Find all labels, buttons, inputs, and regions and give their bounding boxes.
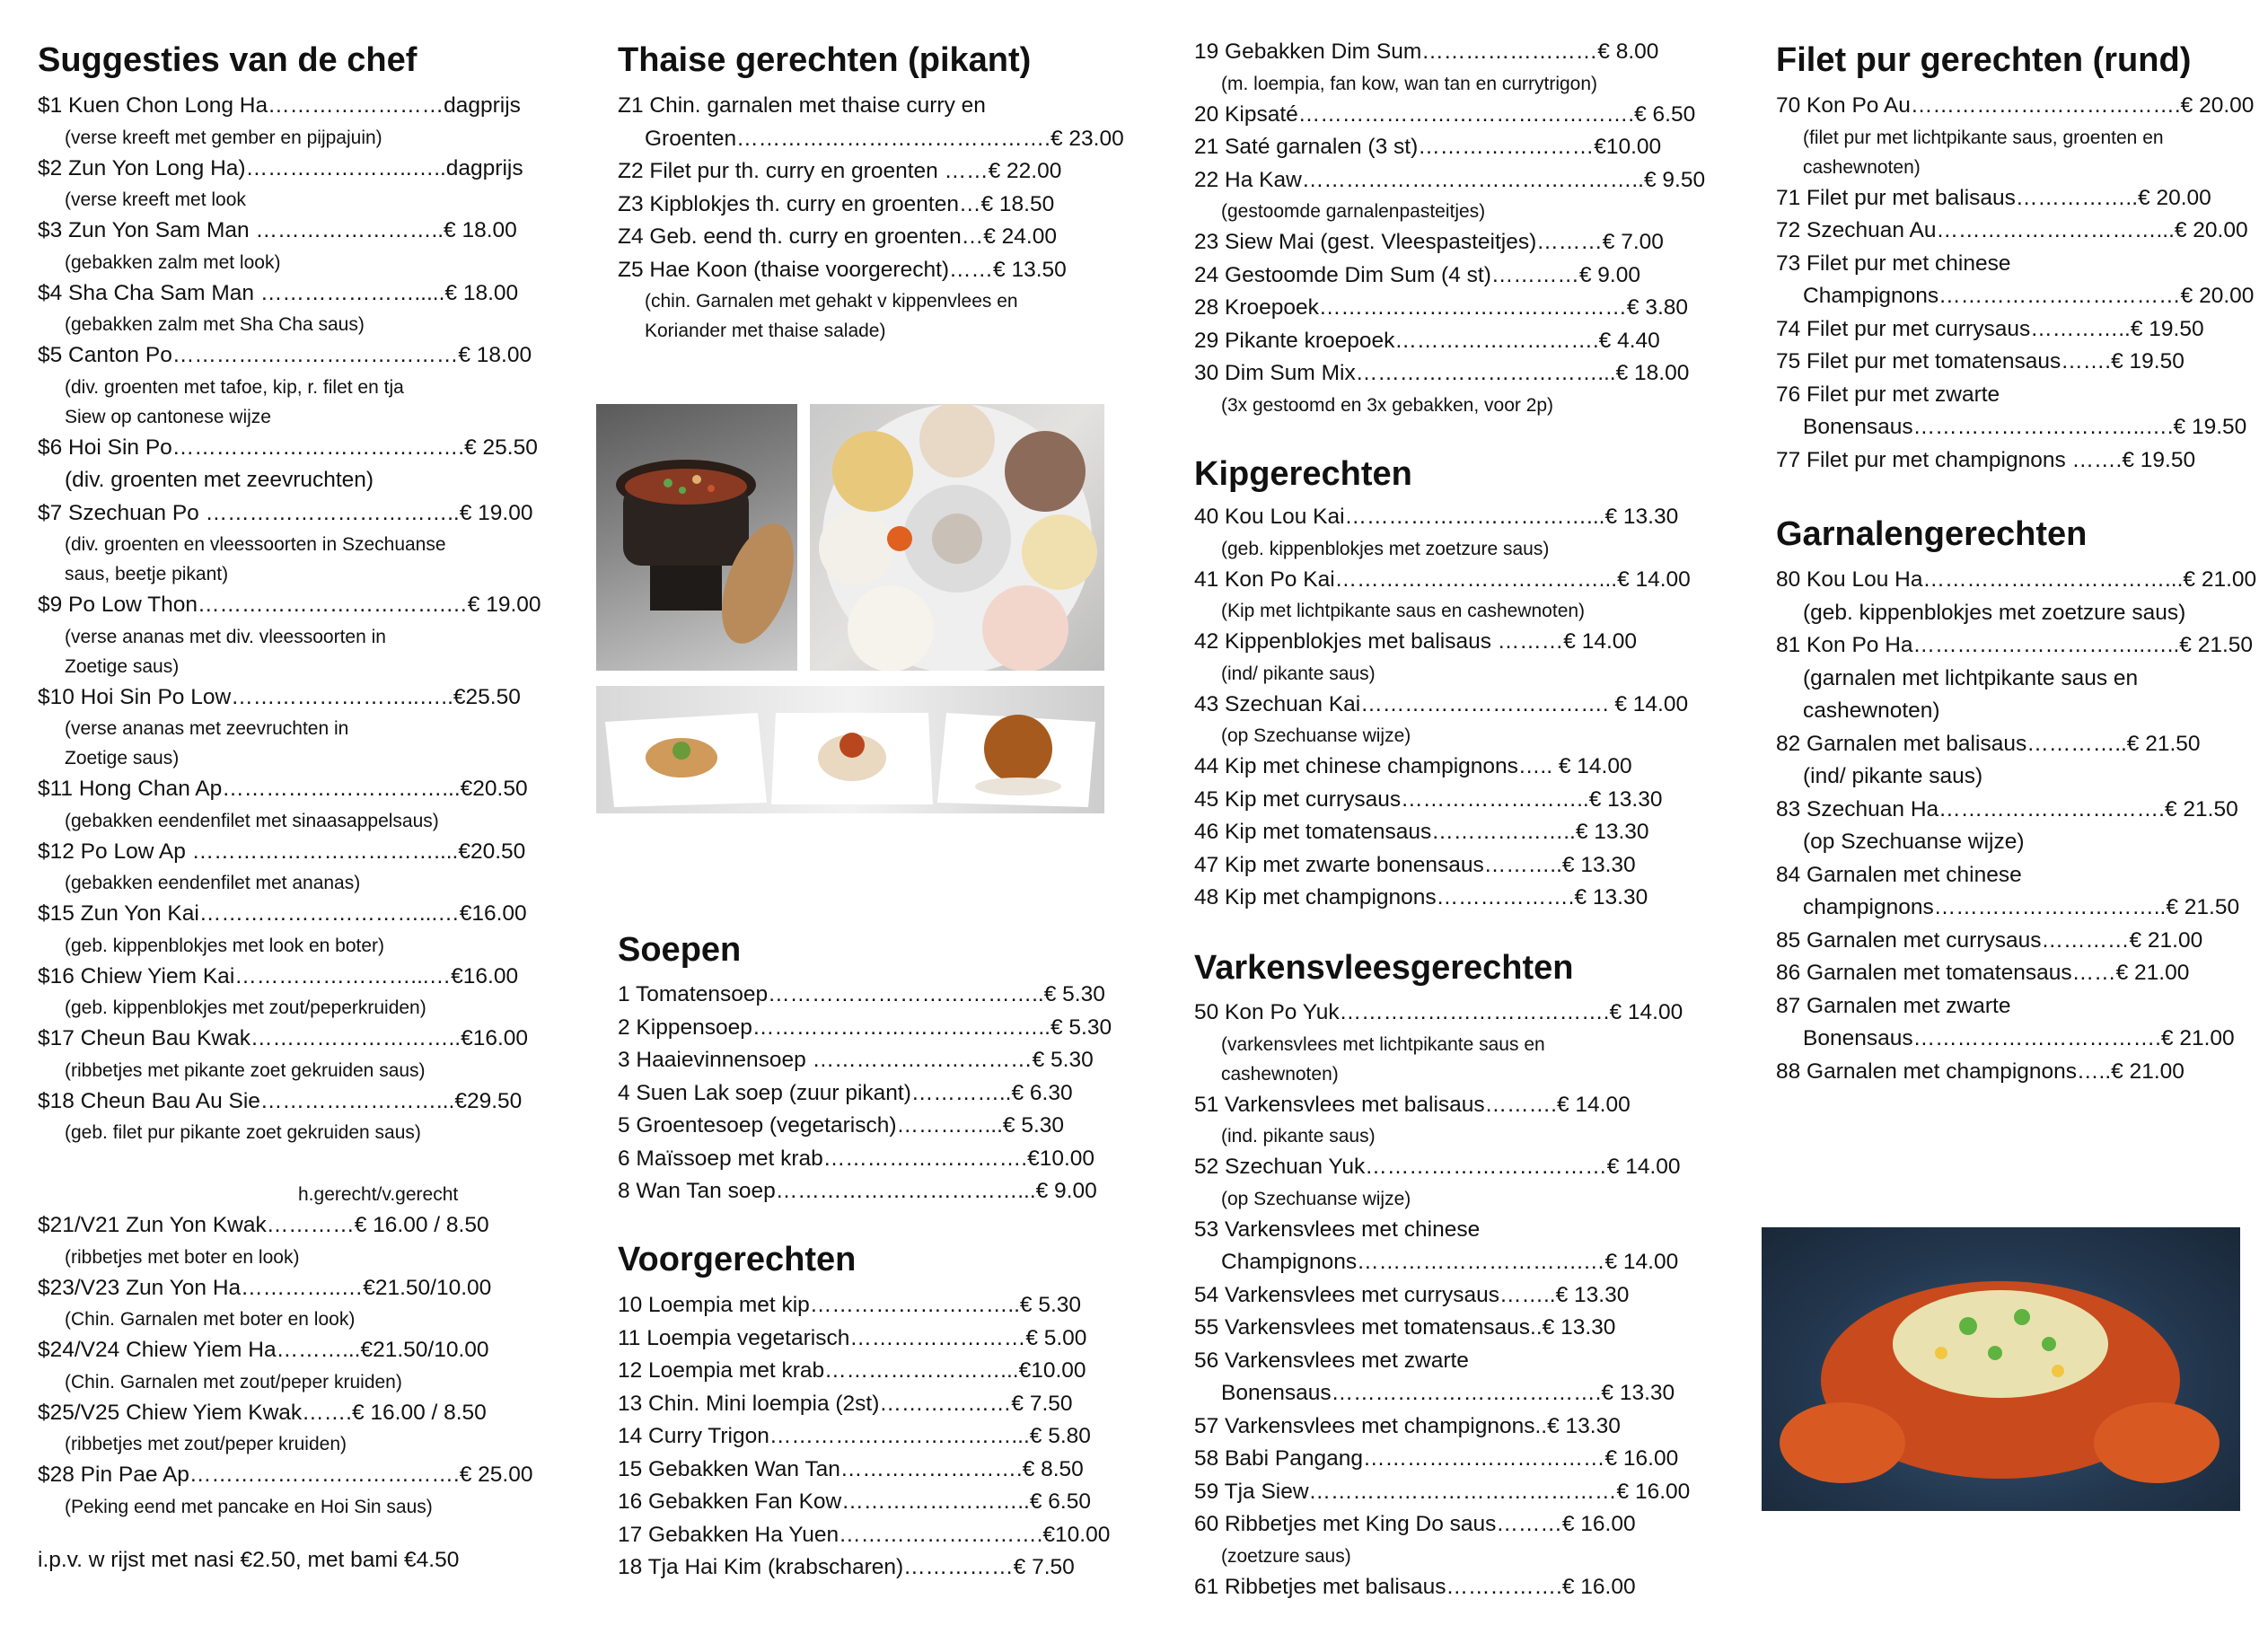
menu-item: 1 Tomatensoep………………………………..€ 5.30 [618,982,1105,1006]
menu-item: Groenten…………………………………….€ 23.00 [645,126,1124,151]
menu-item: $18 Cheun Bau Au Sie……………………...€29.50 [38,1088,523,1113]
section-title-pork: Varkensvleesgerechten [1194,949,1574,987]
menu-item: 28 Kroepoek……………………………………€ 3.80 [1194,295,1689,320]
menu-item-note: (op Szechuanse wijze) [1221,1188,1411,1209]
menu-item-note: (varkensvlees met lichtpikante saus en [1221,1033,1545,1055]
menu-item: 13 Chin. Mini loempia (2st)………………€ 7.50 [618,1391,1073,1416]
menu-item: $1 Kuen Chon Long Ha……………………dagprijs [38,93,521,118]
menu-item: 55 Varkensvlees met tomatensaus..€ 13.30 [1194,1315,1616,1340]
menu-item-note: (Chin. Garnalen met zout/peper kruiden) [65,1371,402,1392]
menu-item-note: (ribbetjes met pikante zoet gekruiden saus) [65,1059,426,1081]
menu-item: 73 Filet pur met chinese [1776,250,2011,276]
menu-item: 48 Kip met champignons……………….€ 13.30 [1194,885,1648,909]
menu-item: champignons…………………………..€ 21.50 [1803,895,2240,919]
menu-item: 56 Varkensvlees met zwarte [1194,1348,1469,1373]
menu-item: 20 Kipsaté……………………………………….€ 6.50 [1194,101,1696,127]
menu-item: 12 Loempia met krab……………………...€10.00 [618,1358,1086,1383]
menu-item: $23/V23 Zun Yon Ha…………..…€21.50/10.00 [38,1275,492,1300]
menu-item-note: cashewnoten) [1803,698,1940,723]
lobster-dish-photo [1762,1227,2240,1511]
menu-item: 74 Filet pur met currysaus…………..€ 19.50 [1776,316,2204,341]
menu-item: 58 Babi Pangang……………………………€ 16.00 [1194,1446,1679,1471]
menu-item: 53 Varkensvlees met chinese [1194,1217,1481,1242]
section-title-chef: Suggesties van de chef [38,41,418,79]
menu-item-note: (zoetzure saus) [1221,1545,1351,1567]
thai-list [618,90,1124,346]
menu-item: $7 Szechuan Po ……………………………..€ 19.00 [38,500,533,525]
menu-item: $5 Canton Po…………………………………€ 18.00 [38,343,532,367]
menu-item: Z1 Chin. garnalen met thaise curry en [618,93,986,118]
menu-item-note: (geb. kippenblokjes met zout/peperkruiden) [65,997,426,1018]
menu-item-note: (geb. filet pur pikante zoet gekruiden saus) [65,1122,421,1143]
menu-item: 84 Garnalen met chinese [1776,862,2022,887]
menu-item-note: (ind/ pikante saus) [1221,663,1376,684]
menu-item: 29 Pikante kroepoek……………………….€ 4.40 [1194,328,1660,353]
menu-item: 24 Gestoomde Dim Sum (4 st)…………€ 9.00 [1194,262,1640,287]
rice-footer-note: i.p.v. w rijst met nasi €2.50, met bami €4.50 [38,1548,460,1572]
menu-item: 18 Tja Hai Kim (krabscharen)……………€ 7.50 [618,1555,1075,1579]
menu-item: Bonensaus……………………………….€ 13.30 [1221,1381,1675,1405]
section-title-starters: Voorgerechten [618,1241,857,1278]
menu-item: 15 Gebakken Wan Tan…………………….€ 8.50 [618,1456,1084,1481]
menu-item: $15 Zun Yon Kai…………………………...…€16.00 [38,901,527,926]
menu-item-note: (verse kreeft met gember en pijpajuin) [65,127,382,148]
menu-item-note: (op Szechuanse wijze) [1803,830,2025,854]
menu-item: 75 Filet pur met tomatensaus…….€ 19.50 [1776,349,2184,373]
menu-item: 10 Loempia met kip………………………..€ 5.30 [618,1293,1082,1317]
menu-item-note: (geb. kippenblokjes met zoetzure saus) [1803,600,2186,625]
dimsum-list [1194,36,1705,420]
menu-item-note: Koriander met thaise salade) [645,321,886,341]
menu-item: Z5 Hae Koon (thaise voorgerecht)……€ 13.50 [618,257,1067,282]
menu-item-note: (filet pur met lichtpikante saus, groenten en [1803,127,2164,148]
menu-item: 16 Gebakken Fan Kow……………………..€ 6.50 [618,1489,1091,1514]
menu-item: Z4 Geb. eend th. curry en groenten…€ 24.00 [618,224,1057,249]
menu-item: Bonensaus…………………………..….€ 19.50 [1803,415,2247,439]
menu-item: 23 Siew Mai (gest. Vleespasteitjes)………€ 7.00 [1194,230,1664,254]
menu-item: 11 Loempia vegetarisch……………………€ 5.00 [618,1325,1087,1350]
menu-item: 71 Filet pur met balisaus……………..€ 20.00 [1776,185,2211,210]
menu-item: 86 Garnalen met tomatensaus……€ 21.00 [1776,961,2190,985]
menu-item: 81 Kon Po Ha…………………………..…..€ 21.50 [1776,633,2254,657]
menu-item: 45 Kip met currysaus……………………..€ 13.30 [1194,786,1663,812]
section-title-shrimp: Garnalengerechten [1776,515,2088,553]
section-title-chicken: Kipgerechten [1194,455,1412,493]
menu-item-note: (m. loempia, fan kow, wan tan en currytrigon) [1221,73,1598,94]
menu-item: 50 Kon Po Yuk……………………………….€ 14.00 [1194,1000,1683,1024]
menu-item: Champignons………………………….…€ 14.00 [1221,1250,1679,1274]
menu-item: $10 Hoi Sin Po Low……………………..…..€25.50 [38,684,521,709]
menu-item-note: Zoetige saus) [65,748,180,769]
menu-item-note: (div. groenten met zeevruchten) [65,468,374,492]
menu-item-note: (ind/ pikante saus) [1803,764,1983,788]
menu-item-note: (verse kreeft met look [65,189,246,210]
menu-item-note: (Chin. Garnalen met boter en look) [65,1309,356,1330]
menu-item: 83 Szechuan Ha………………………….€ 21.50 [1776,796,2238,821]
menu-item-note: (gebakken eendenfilet met ananas) [65,873,361,893]
menu-item: 41 Kon Po Kai………………………………...€ 14.00 [1194,567,1691,592]
menu-item: 51 Varkensvlees met balisaus……….€ 14.00 [1194,1092,1631,1117]
menu-item: 52 Szechuan Yuk……………………………€ 14.00 [1194,1155,1681,1179]
menu-item: $21/V21 Zun Yon Kwak…………€ 16.00 / 8.50 [38,1213,489,1237]
menu-item: $4 Sha Cha Sam Man ………………….....€ 18.00 [38,280,519,305]
menu-item-note: Zoetige saus) [65,655,180,677]
menu-item: $9 Po Low Thon…………………………….…€ 19.00 [38,593,541,617]
menu-item: $16 Chiew Yiem Kai……………………...…€16.00 [38,963,519,988]
menu-item-note: (geb. kippenblokjes met look en boter) [65,935,385,956]
section-title-soups: Soepen [618,931,742,969]
menu-item: 85 Garnalen met currysaus…………€ 21.00 [1776,927,2203,953]
section-title-thai: Thaise gerechten (pikant) [618,41,1032,79]
menu-item: 77 Filet pur met champignons …….€ 19.50 [1776,447,2196,472]
menu-item-note: (3x gestoomd en 3x gebakken, voor 2p) [1221,394,1554,416]
menu-item: 61 Ribbetjes met balisaus…………….€ 16.00 [1194,1574,1636,1599]
menu-item: $24/V24 Chiew Yiem Ha………...€21.50/10.00 [38,1338,489,1362]
menu-item: $11 Hong Chan Ap…………………………...€20.50 [38,777,528,801]
menu-item: 87 Garnalen met zwarte [1776,993,2011,1018]
menu-item: $2 Zun Yon Long Ha)…………………..…..dagprijs [38,155,523,180]
menu-item: 44 Kip met chinese champignons….. € 14.00 [1194,754,1632,778]
menu-item: 14 Curry Trigon……………………………...€ 5.80 [618,1424,1091,1448]
menu-item-note: (verse ananas met zeevruchten in [65,718,349,739]
menu-item-note: (gebakken eendenfilet met sinaasappelsaus) [65,810,439,831]
menu-item: 82 Garnalen met balisaus…………..€ 21.50 [1776,731,2201,756]
menu-item-note: (Peking eend met pancake en Hoi Sin saus) [65,1496,433,1517]
menu-item: 43 Szechuan Kai……………………………. € 14.00 [1194,691,1689,716]
menu-item: $6 Hoi Sin Po………………………………….€ 25.50 [38,435,538,460]
menu-item: 42 Kippenblokjes met balisaus ………€ 14.00 [1194,629,1638,654]
menu-item: 54 Varkensvlees met currysaus……..€ 13.30 [1194,1282,1630,1307]
menu-item: 46 Kip met tomatensaus………………..€ 13.30 [1194,820,1649,844]
section-title-beef: Filet pur gerechten (rund) [1776,41,2192,79]
menu-item: 72 Szechuan Au…………………………...€ 20.00 [1776,218,2248,242]
menu-item-note: (gebakken zalm met look) [65,251,281,273]
menu-item-note: (Kip met lichtpikante saus en cashewnoten) [1221,601,1586,621]
hotpot-platter-photo [810,404,1104,671]
menu-item: 19 Gebakken Dim Sum……………………€ 8.00 [1194,40,1659,64]
menu-item-note: (div. groenten met tafoe, kip, r. filet en tja [65,376,404,398]
menu-item: 2 Kippensoep…………………………………..€ 5.30 [618,1015,1112,1040]
dim-sum-plates-photo [596,686,1104,813]
menu-item: 17 Gebakken Ha Yuen……………………….€10.00 [618,1522,1111,1547]
menu-item: 4 Suen Lak soep (zuur pikant)…………..€ 6.30 [618,1080,1073,1105]
menu-item: 22 Ha Kaw………………………………………..€ 9.50 [1194,167,1706,192]
menu-item: 88 Garnalen met champignons…..€ 21.00 [1776,1059,2184,1084]
starter-list [618,1289,1110,1585]
menu-item-note: h.gerecht/v.gerecht [298,1184,459,1205]
menu-item: 76 Filet pur met zwarte [1776,382,2000,407]
menu-item-note: (geb. kippenblokjes met zoetzure saus) [1221,538,1550,559]
chicken-list [1194,501,1691,915]
menu-item-note: (op Szechuanse wijze) [1221,725,1411,746]
menu-item: Bonensaus…………………………….€ 21.00 [1803,1026,2235,1050]
claypot-dish-photo [596,404,797,671]
shrimp-list [1776,564,2256,1088]
menu-item: $17 Cheun Bau Kwak………………………..€16.00 [38,1026,529,1050]
menu-item: $25/V25 Chiew Yiem Kwak…….€ 16.00 / 8.50 [38,1400,487,1425]
menu-item: $12 Po Low Ap ……………………………....€20.50 [38,839,526,864]
menu-item-note: cashewnoten) [1221,1063,1339,1085]
menu-item-note: (chin. Garnalen met gehakt v kippenvlees en [645,291,1018,312]
beef-list [1776,90,2254,477]
spacer [38,1147,541,1180]
menu-item: 70 Kon Po Au……………………………….€ 20.00 [1776,93,2255,118]
pork-list [1194,997,1690,1603]
menu-item-note: (div. groenten en vleessoorten in Szechuanse [65,534,446,555]
menu-item: 5 Groentesoep (vegetarisch)…………...€ 5.30 [618,1113,1065,1138]
menu-item: 6 Maïssoep met krab……………………….€10.00 [618,1146,1095,1171]
menu-item: 3 Haaievinnensoep …………………………€ 5.30 [618,1048,1094,1072]
chef-list [38,90,541,1522]
menu-item: 40 Kou Lou Kai……………………………...€ 13.30 [1194,505,1679,529]
menu-item: 60 Ribbetjes met King Do saus………€ 16.00 [1194,1512,1636,1536]
menu-item-note: saus, beetje pikant) [65,564,229,584]
menu-item: Champignons……………………………€ 20.00 [1803,284,2255,308]
menu-item: 59 Tja Siew……………………………………€ 16.00 [1194,1479,1691,1504]
menu-item-note: (ind. pikante saus) [1221,1126,1376,1146]
menu-item-note: (verse ananas met div. vleessoorten in [65,626,386,647]
menu-item: 80 Kou Lou Ha……………………………...€ 21.00 [1776,567,2257,592]
menu-item-note: Siew op cantonese wijze [65,406,271,427]
menu-item: 30 Dim Sum Mix……………………………...€ 18.00 [1194,361,1690,385]
menu-item: $28 Pin Pae Ap……………………………….€ 25.00 [38,1463,533,1487]
menu-item-note: (ribbetjes met boter en look) [65,1246,300,1268]
menu-item: 57 Varkensvlees met champignons..€ 13.30 [1194,1413,1621,1438]
menu-item-note: cashewnoten) [1803,156,1921,178]
menu-item-note: (gebakken zalm met Sha Cha saus) [65,314,365,335]
menu-item: 8 Wan Tan soep……………………………...€ 9.00 [618,1179,1097,1203]
menu-item: Z3 Kipblokjes th. curry en groenten…€ 18.50 [618,191,1055,216]
menu-item: 21 Saté garnalen (3 st)……………………€10.00 [1194,135,1662,159]
menu-item: 47 Kip met zwarte bonensaus………..€ 13.30 [1194,852,1636,877]
menu-item: Z2 Filet pur th. curry en groenten ……€ 22.00 [618,159,1062,183]
menu-item-note: (ribbetjes met zout/peper kruiden) [65,1434,347,1454]
menu-item: $3 Zun Yon Sam Man ……………………..€ 18.00 [38,218,517,242]
menu-item-note: (gestoomde garnalenpasteitjes) [1221,201,1486,222]
menu-item-note: (garnalen met lichtpikante saus en [1803,665,2139,690]
soup-list [618,979,1112,1208]
